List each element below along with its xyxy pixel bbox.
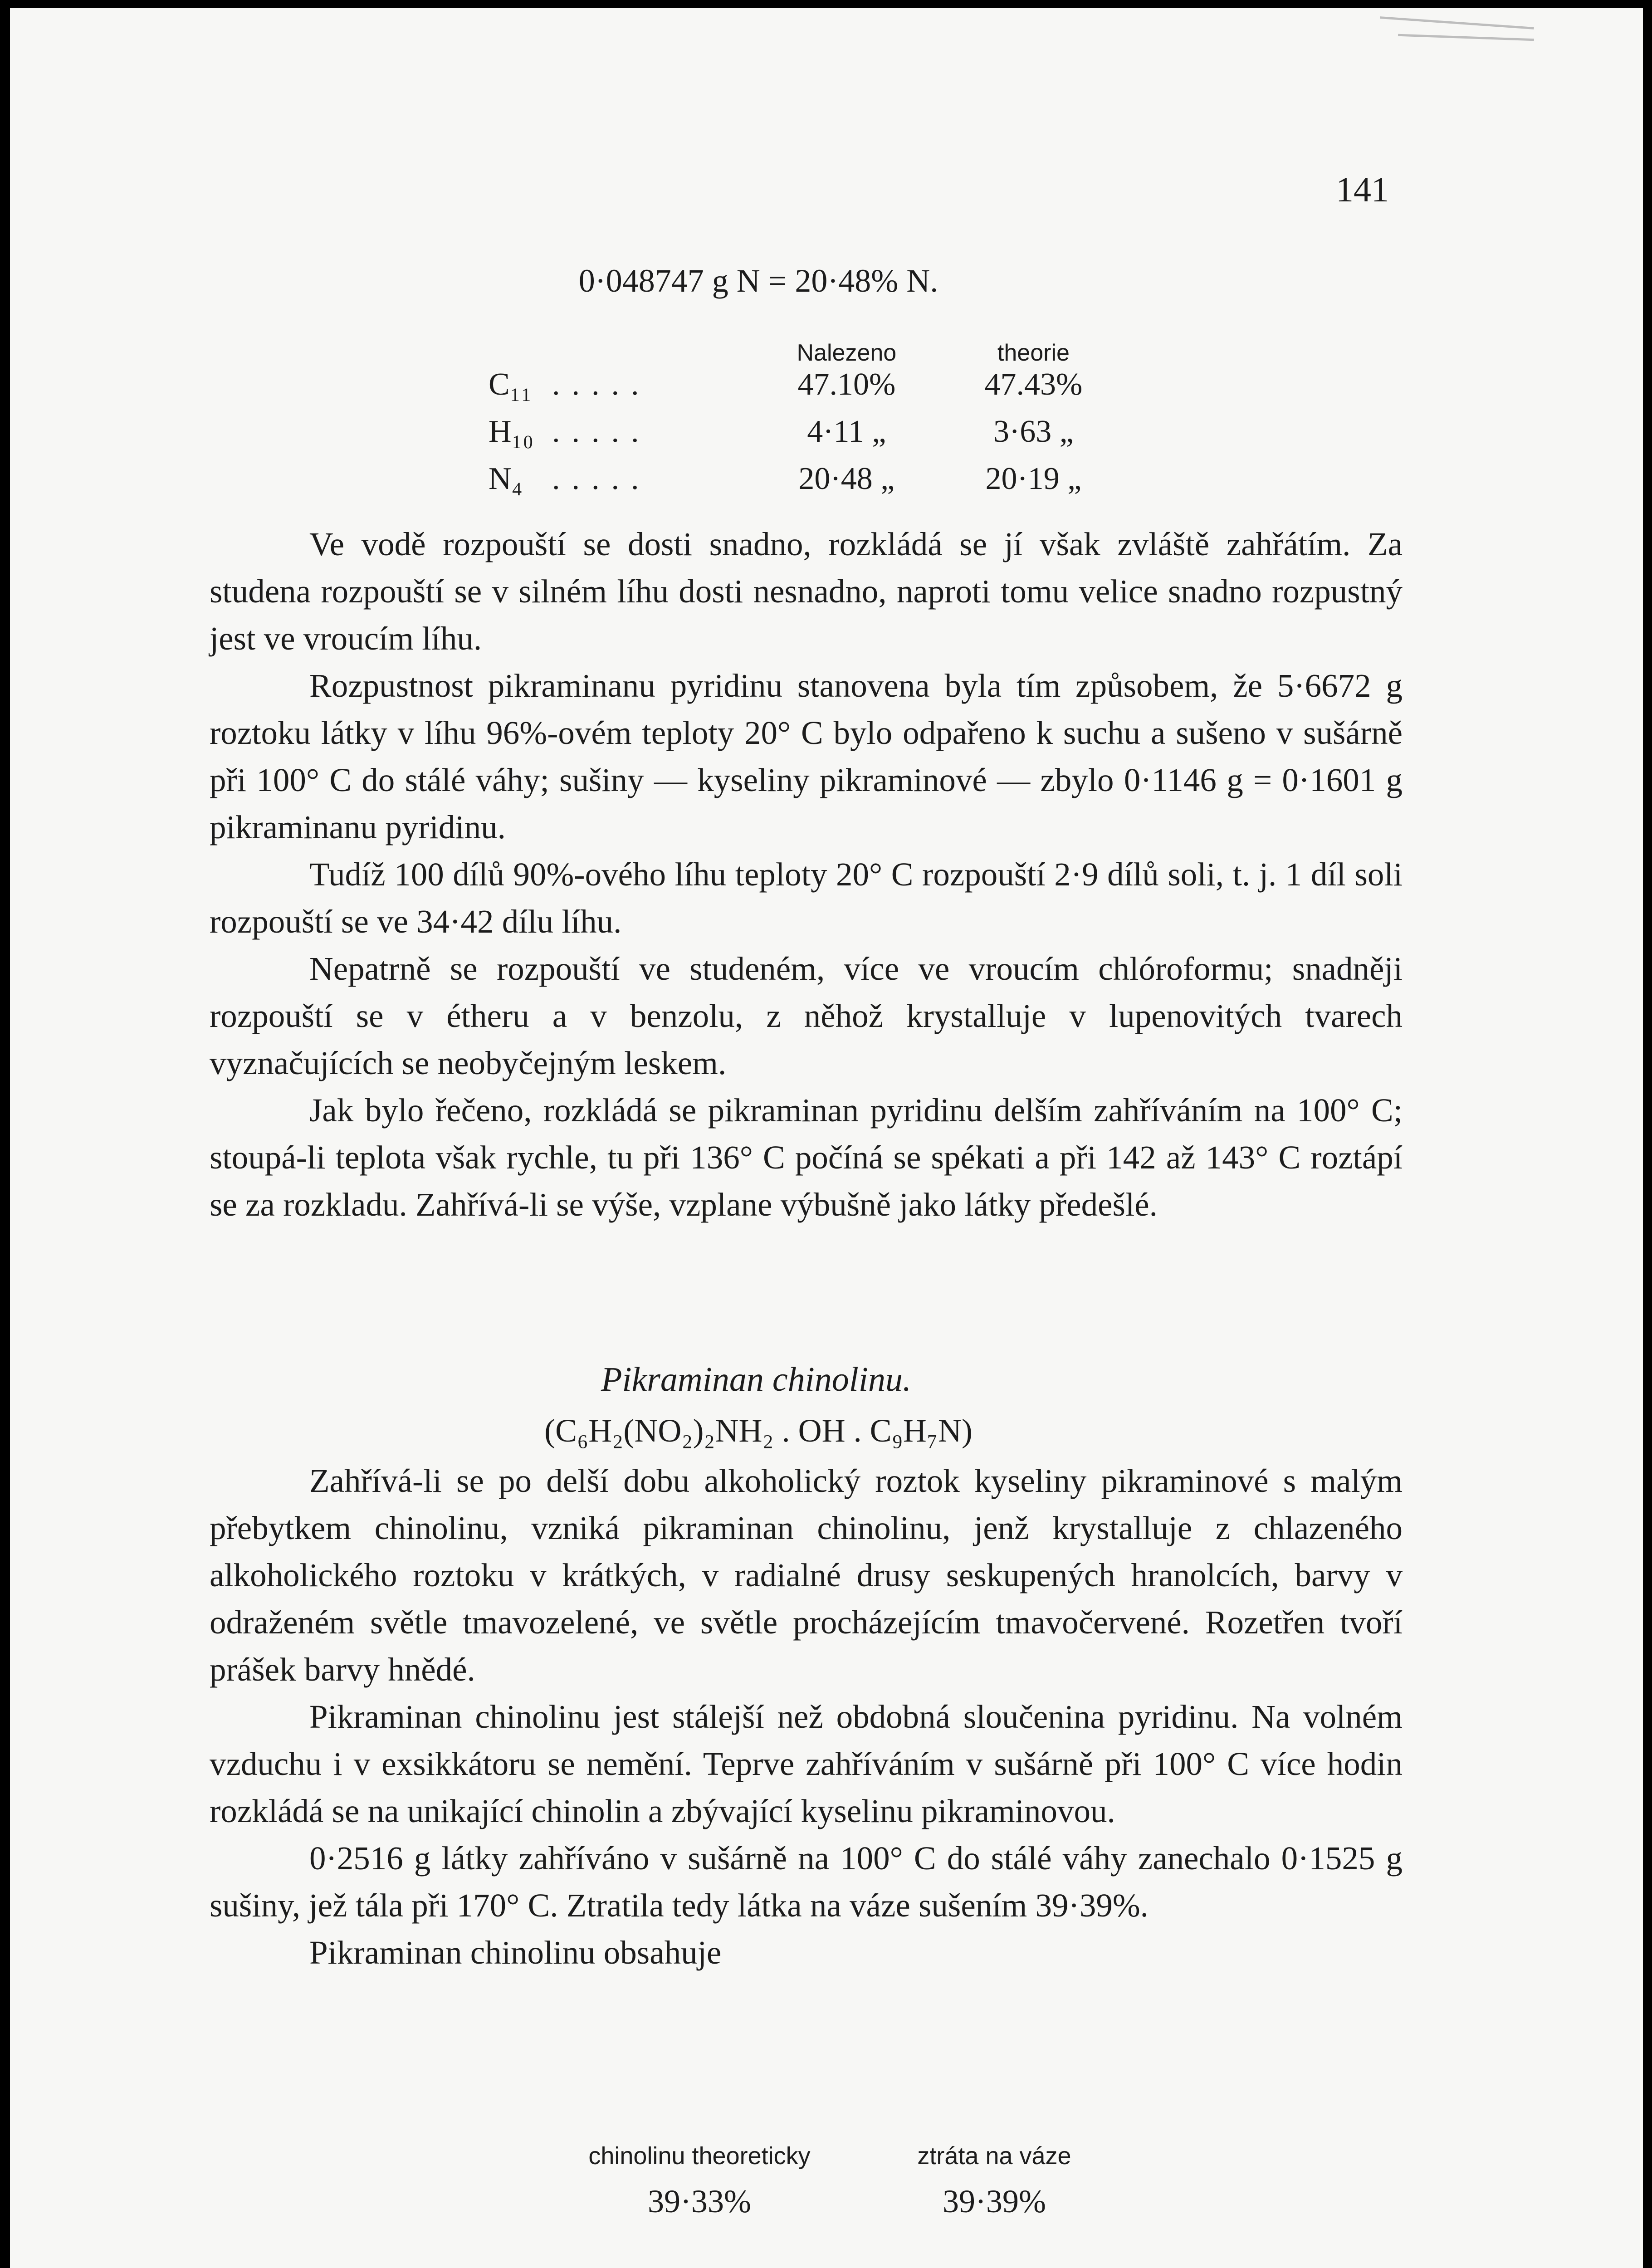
leader-dots: ..... [552, 414, 651, 449]
result-col1-header: chinolinu theoreticky [588, 2142, 811, 2170]
result-col2-header: ztráta na váze [917, 2142, 1071, 2170]
found-value: 4·11 „ [807, 414, 886, 449]
analysis-header [489, 326, 1124, 367]
paragraph: Tudíž 100 dílů 90%-ového líhu teploty 20° C rozpouští 2·9 dílů soli, t. j. 1 díl soli rozpouští se ve 34·42 dílu líhu. [210, 856, 1403, 940]
page-number: 141 [1336, 170, 1389, 209]
paragraph: Jak bylo řečeno, rozkládá se pikraminan pyridinu delším zahříváním na 100° C; stoupá-li teplota však rychle, tu při 136° C počíná se spékati a při 142 až 143° C roztápí se za rozkladu. Zahřívá-li se výše, vzplane výbušně jako látky předešlé. [210, 1092, 1403, 1223]
leader-dots: ..... [552, 367, 651, 402]
element-label: N₄ [489, 461, 523, 496]
found-value: 20·48 „ [798, 461, 895, 496]
nitrogen-formula: 0·048747 g N = 20·48% N. [578, 263, 938, 299]
text-block-pyridine [210, 521, 1403, 1228]
result-values [523, 2176, 1158, 2226]
text-block-quinoline [210, 1457, 1403, 1976]
result-header [523, 2136, 1158, 2176]
section-formula: (C₆H₂(NO₂)₂NH₂ . OH . C₉H₇N) [544, 1413, 973, 1449]
table-row [489, 461, 1124, 508]
theory-value: 47.43% [984, 367, 1083, 402]
leader-dots: ..... [552, 461, 651, 496]
scan-mark [1398, 34, 1534, 41]
paragraph: Zahřívá-li se po delší dobu alkoholický roztok kyseliny pikraminové s malým přebytkem chinolinu, vzniká pikraminan chinolinu, jenž krystalluje z chlazeného alkoholického roztoku v krátkých, v radialné drusy seskupených hranolcích, barvy v odraženém světle tmavozelené, ve světle procházejícím tmavočervené. Rozetřen tvoří prášek barvy hnědé. [210, 1462, 1403, 1688]
paragraph: Ve vodě rozpouští se dosti snadno, rozkládá se jí však zvláště zahřátím. Za studena rozpouští se v silném líhu dosti nesnadno, naproti tomu velice snadno rozpustný jest ve vroucím líhu. [210, 526, 1403, 657]
result-table [523, 2136, 1158, 2226]
theory-value: 3·63 „ [993, 414, 1074, 449]
section-title: Pikraminan chinolinu. [601, 1360, 911, 1398]
col-theory-header: theorie [997, 340, 1070, 366]
paragraph: Pikraminan chinolinu jest stálejší než obdobná sloučenina pyridinu. Na volném vzduchu i v exsikkátoru se nemění. Teprve zahříváním v sušárně při 100° C více hodin rozkládá se na unikající chinolin a zbývající kyselinu pikraminovou. [210, 1698, 1403, 1829]
found-value: 47.10% [797, 367, 896, 402]
page [10, 8, 1643, 2268]
result-value-loss: 39·39% [943, 2183, 1046, 2219]
paragraph: Rozpustnost pikraminanu pyridinu stanovena byla tím způsobem, že 5·6672 g roztoku látky v líhu 96%-ovém teploty 20° C bylo odpařeno k suchu a sušeno v sušárně při 100° C do stálé váhy; sušiny — kyseliny pikraminové — zbylo 0·1146 g = 0·1601 g pikraminanu pyridinu. [210, 667, 1403, 846]
paragraph: 0·2516 g látky zahříváno v sušárně na 100° C do stálé váhy zanechalo 0·1525 g sušiny, jež tála při 170° C. Ztratila tedy látka na váze sušením 39·39%. [210, 1840, 1403, 1924]
element-label: H₁₀ [489, 414, 534, 449]
analysis-table [489, 326, 1124, 508]
paragraph: Pikraminan chinolinu obsahuje [309, 1934, 722, 1971]
scan-mark [1380, 16, 1534, 29]
result-value-theoretical: 39·33% [648, 2183, 751, 2219]
element-label: C₁₁ [489, 367, 532, 402]
paragraph: Nepatrně se rozpouští ve studeném, více ve vroucím chlóroformu; snadněji rozpouští se v étheru a v benzolu, z něhož krystalluje v lupenovitých tvarech vyznačujících se neobyčejným leskem. [210, 950, 1403, 1081]
col-found-header: Nalezeno [797, 340, 897, 366]
table-row [489, 414, 1124, 461]
theory-value: 20·19 „ [985, 461, 1082, 496]
table-row [489, 367, 1124, 414]
